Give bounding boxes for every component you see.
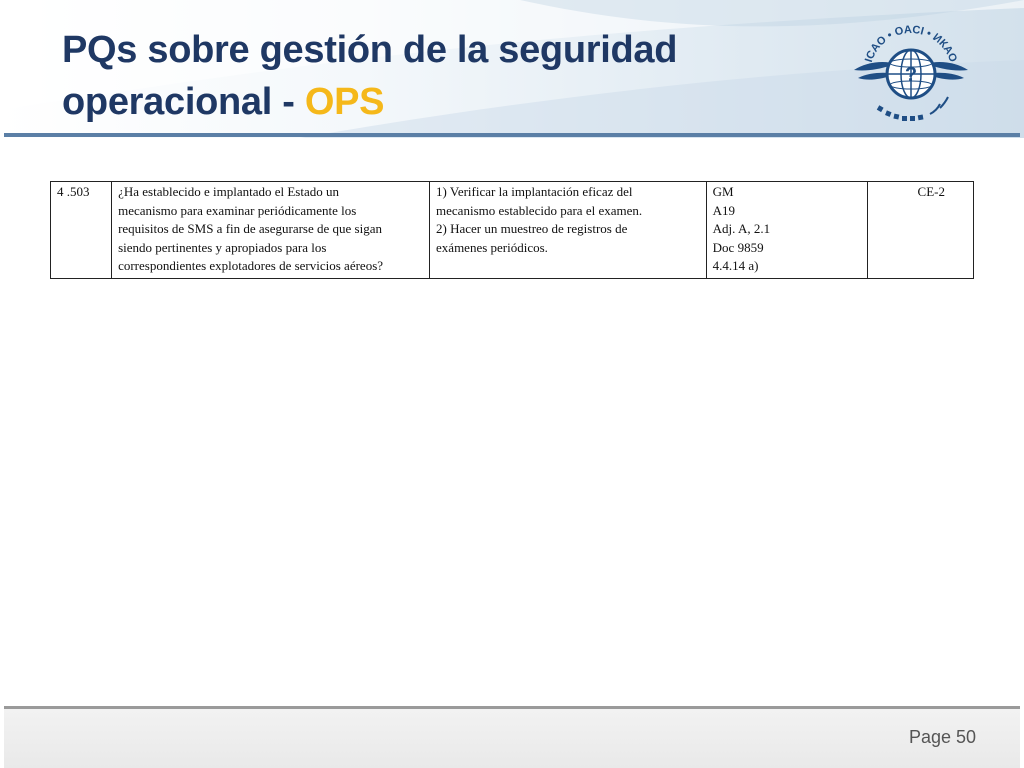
logo-arc-text: ICAO • OACI • ИКАО — [862, 23, 960, 64]
question-line: siendo pertinentes y apropiados para los — [118, 239, 327, 255]
question-line: mecanismo para examinar periódicamente los — [118, 202, 357, 218]
guidance-line: 2) Hacer un muestreo de registros de — [436, 221, 628, 236]
header-divider — [4, 133, 1020, 137]
title-accent: OPS — [304, 81, 385, 123]
title-line-1: PQs sobre gestión de la seguridad — [62, 29, 678, 71]
protocol-question-table — [50, 181, 974, 279]
reference-line: GM — [712, 184, 734, 199]
reference-line: Doc 9859 — [712, 239, 764, 255]
table-row — [51, 182, 974, 279]
reference-line: A19 — [712, 202, 736, 218]
reference-line: Adj. A, 2.1 — [712, 221, 771, 236]
title-prefix: operacional - — [62, 81, 305, 123]
guidance-line: exámenes periódicos. — [436, 239, 548, 255]
guidance-cell — [430, 182, 707, 279]
icao-emblem-logo — [848, 14, 974, 126]
svg-text:?: ? — [904, 64, 918, 86]
guidance-line: mecanismo establecido para el examen. — [436, 202, 643, 218]
question-line: correspondientes explotadores de servicios aéreos? — [118, 258, 384, 273]
reference-line: 4.4.14 a) — [712, 258, 759, 273]
critical-element-cell: CE-2 — [867, 182, 973, 279]
question-line: ¿Ha establecido e implantado el Estado un — [118, 184, 340, 199]
reference-cell — [706, 182, 867, 279]
slide-title — [62, 24, 822, 128]
page-number: Page 50 — [908, 727, 976, 747]
question-cell — [112, 182, 430, 279]
pq-number-cell: 4 .503 — [51, 182, 112, 279]
guidance-line: 1) Verificar la implantación eficaz del — [436, 184, 633, 199]
title-line-2 — [62, 76, 822, 128]
slide-footer — [4, 709, 1020, 768]
question-line: requisitos de SMS a fin de asegurarse de que sigan — [118, 221, 382, 236]
